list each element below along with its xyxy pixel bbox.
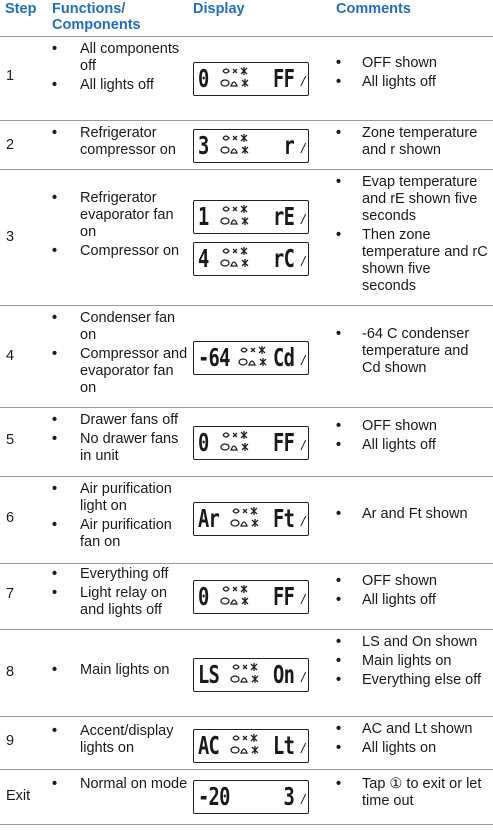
comment-item [336,74,488,91]
functions-cell [52,412,188,467]
step-number: 9 [6,733,15,749]
comment-item [336,573,488,590]
functions-cell [52,662,188,681]
comment-item [336,55,488,72]
lcd-right-readout: FF [272,582,294,611]
lcd-left-readout: 4 [198,244,209,273]
header-comments: Comments [336,1,411,17]
comment-item [336,506,488,523]
status-symbols-icon [220,204,256,230]
bullet-icon: • [336,592,342,608]
bullet-icon: • [336,55,342,71]
table-row [0,563,493,630]
status-symbols-icon [230,506,266,532]
bullet-icon: • [52,77,58,93]
function-item [52,481,188,515]
status-symbols-icon [220,246,256,272]
table-header [0,0,493,36]
comments-cell [336,125,488,161]
lcd-indicator-icon: / [301,437,305,453]
function-item-text: Accent/display lights on [80,723,174,756]
lcd-symbols [220,246,256,272]
step-number: 5 [6,432,15,448]
comment-item-text: Evap temperature and rE shown five seconds [362,174,478,224]
lcd-left-readout: -64 [198,343,230,372]
comment-item-text: OFF shown [362,573,437,589]
lcd-symbols [220,66,256,92]
table-row [0,769,493,825]
bullet-icon: • [52,41,58,57]
lcd-left-readout: -20 [198,782,230,811]
bullet-icon: • [336,125,342,141]
bullet-icon: • [52,566,58,582]
lcd-display [193,502,309,536]
table-row [0,169,493,306]
comment-item-text: OFF shown [362,55,437,71]
bullet-icon: • [52,412,58,428]
function-item-text: Refrigerator compressor on [80,125,176,158]
function-item-text: Everything off [80,566,169,582]
status-symbols-icon [220,430,256,456]
table-row [0,120,493,170]
bullet-icon: • [336,573,342,589]
lcd-left-readout: Ar [198,504,220,533]
lcd-indicator-icon: / [301,591,305,607]
function-item-text: All components off [80,41,180,74]
bullet-icon: • [52,662,58,678]
comments-cell [336,326,488,379]
bullet-icon: • [336,740,342,756]
comment-item-text: Main lights on [362,653,452,669]
step-number: 7 [6,586,15,602]
function-item [52,41,188,75]
lcd-display [193,200,309,234]
comment-item-text: Zone temperature and r shown [362,125,478,158]
comment-item-text: All lights off [362,437,436,453]
comment-item-text: Everything else off [362,672,482,688]
lcd-indicator-icon: / [301,140,305,156]
bullet-icon: • [52,585,58,601]
function-item [52,776,188,793]
bullet-icon: • [336,634,342,650]
comment-item [336,326,488,377]
comment-item [336,740,488,757]
lcd-indicator-icon: / [301,669,305,685]
lcd-left-readout: 0 [198,582,209,611]
functions-cell [52,776,188,795]
comment-item [336,418,488,435]
function-item [52,77,188,94]
lcd-right-readout: Lt [272,731,294,760]
bullet-icon: • [336,672,342,688]
function-item [52,517,188,551]
comment-item [336,125,488,159]
function-item-text: No drawer fans in unit [80,431,179,464]
header-step: Step [5,1,37,17]
comment-item-text: Tap ① to exit or let time out [362,776,482,809]
step-number: 6 [6,510,15,526]
lcd-display [193,341,309,375]
function-item [52,346,188,397]
step-number: 1 [6,68,15,84]
function-item [52,243,188,260]
lcd-indicator-icon: / [301,513,305,529]
lcd-symbols [230,733,266,759]
lcd-left-readout: AC [198,731,220,760]
lcd-indicator-icon: / [301,73,305,89]
comment-item-text: All lights off [362,592,436,608]
comment-item [336,653,488,670]
lcd-left-readout: LS [198,660,220,689]
lcd-right-readout: On [272,660,294,689]
comments-cell [336,573,488,611]
table-row [0,36,493,121]
bullet-icon: • [336,418,342,434]
bullet-icon: • [52,776,58,792]
comment-item [336,437,488,454]
function-item [52,662,188,679]
bullet-icon: • [336,227,342,243]
lcd-symbols [238,345,274,371]
table-row [0,407,493,477]
lcd-right-readout: r [283,131,294,160]
comments-cell [336,174,488,297]
functions-cell [52,125,188,161]
comment-item [336,672,488,689]
function-item [52,585,188,619]
lcd-indicator-icon: / [301,352,305,368]
lcd-indicator-icon: / [301,740,305,756]
functions-cell [52,310,188,399]
bullet-icon: • [52,190,58,206]
bullet-icon: • [336,721,342,737]
header-functions: Functions/ Components [52,1,141,33]
comment-item-text: OFF shown [362,418,437,434]
lcd-right-readout: FF [272,64,294,93]
status-symbols-icon [220,66,256,92]
lcd-symbols [220,584,256,610]
comments-cell [336,55,488,93]
step-number: 3 [6,229,15,245]
comment-item-text: Ar and Ft shown [362,506,468,522]
function-item-text: All lights off [80,77,154,93]
lcd-display [193,242,309,276]
lcd-symbols [220,133,256,159]
lcd-display [193,426,309,460]
table-row [0,476,493,564]
comment-item-text: All lights on [362,740,437,756]
function-item [52,125,188,159]
bullet-icon: • [52,481,58,497]
comment-item-text: Then zone temperature and rC shown five seconds [362,227,488,294]
lcd-symbols [230,662,266,688]
function-item [52,431,188,465]
function-item-text: Compressor and evaporator fan on [80,346,188,396]
comment-item-text: AC and Lt shown [362,721,473,737]
lcd-symbols [220,430,256,456]
lcd-right-readout: 3 [283,782,294,811]
comment-item [336,776,488,810]
bullet-icon: • [52,431,58,447]
bullet-icon: • [336,653,342,669]
lcd-left-readout: 3 [198,131,209,160]
comment-item-text: -64 C condenser temperature and Cd shown [362,326,470,376]
bullet-icon: • [52,125,58,141]
status-symbols-icon [220,133,256,159]
bullet-icon: • [336,326,342,342]
function-item-text: Air purification light on [80,481,172,514]
lcd-right-readout: rC [272,244,294,273]
table-bottom-rule [0,824,493,825]
comments-cell [336,721,488,759]
function-item-text: Air purification fan on [80,517,172,550]
lcd-left-readout: 0 [198,64,209,93]
table-row [0,629,493,717]
comment-item [336,634,488,651]
bullet-icon: • [336,74,342,90]
functions-cell [52,190,188,262]
bullet-icon: • [52,243,58,259]
bullet-icon: • [52,517,58,533]
function-item [52,723,188,757]
lcd-display [193,62,309,96]
comment-item [336,174,488,225]
functions-cell [52,566,188,621]
lcd-symbols [230,506,266,532]
table-row [0,305,493,408]
lcd-indicator-icon: / [301,253,305,269]
function-item [52,412,188,429]
function-item [52,566,188,583]
bullet-icon: • [336,437,342,453]
lcd-left-readout: 0 [198,428,209,457]
status-symbols-icon [230,662,266,688]
functions-cell [52,723,188,759]
step-number: 8 [6,664,15,680]
functions-cell [52,41,188,96]
function-item-text: Drawer fans off [80,412,179,428]
comment-item [336,721,488,738]
lcd-display [193,780,309,814]
bullet-icon: • [52,346,58,362]
status-symbols-icon [220,584,256,610]
lcd-left-readout: 1 [198,202,209,231]
lcd-indicator-icon: / [301,791,305,807]
lcd-right-readout: FF [272,428,294,457]
comment-item [336,227,488,295]
function-item-text: Light relay on and lights off [80,585,168,618]
header-display: Display [193,1,245,17]
lcd-indicator-icon: / [301,211,305,227]
bullet-icon: • [336,776,342,792]
comments-cell [336,634,488,691]
lcd-display [193,580,309,614]
function-item-text: Condenser fan on [80,310,176,343]
bullet-icon: • [52,310,58,326]
bullet-icon: • [336,174,342,190]
status-symbols-icon [230,733,266,759]
lcd-display [193,658,309,692]
comments-cell [336,776,488,812]
comment-item-text: LS and On shown [362,634,478,650]
comment-item [336,592,488,609]
function-item [52,190,188,241]
lcd-display [193,729,309,763]
bullet-icon: • [336,506,342,522]
step-number: 4 [6,348,15,364]
lcd-display [193,129,309,163]
lcd-right-readout: rE [272,202,294,231]
comment-item-text: All lights off [362,74,436,90]
function-item-text: Main lights on [80,662,170,678]
comments-cell [336,418,488,456]
status-symbols-icon [238,345,274,371]
lcd-symbols [220,204,256,230]
lcd-right-readout: Ft [272,504,294,533]
function-item-text: Compressor on [80,243,180,259]
step-number: 2 [6,137,15,153]
function-item-text: Normal on mode [80,776,188,792]
function-item [52,310,188,344]
functions-cell [52,481,188,553]
lcd-right-readout: Cd [272,343,294,372]
bullet-icon: • [52,723,58,739]
step-number: Exit [6,788,31,804]
function-item-text: Refrigerator evaporator fan on [80,190,174,240]
comments-cell [336,506,488,525]
table-row [0,716,493,770]
